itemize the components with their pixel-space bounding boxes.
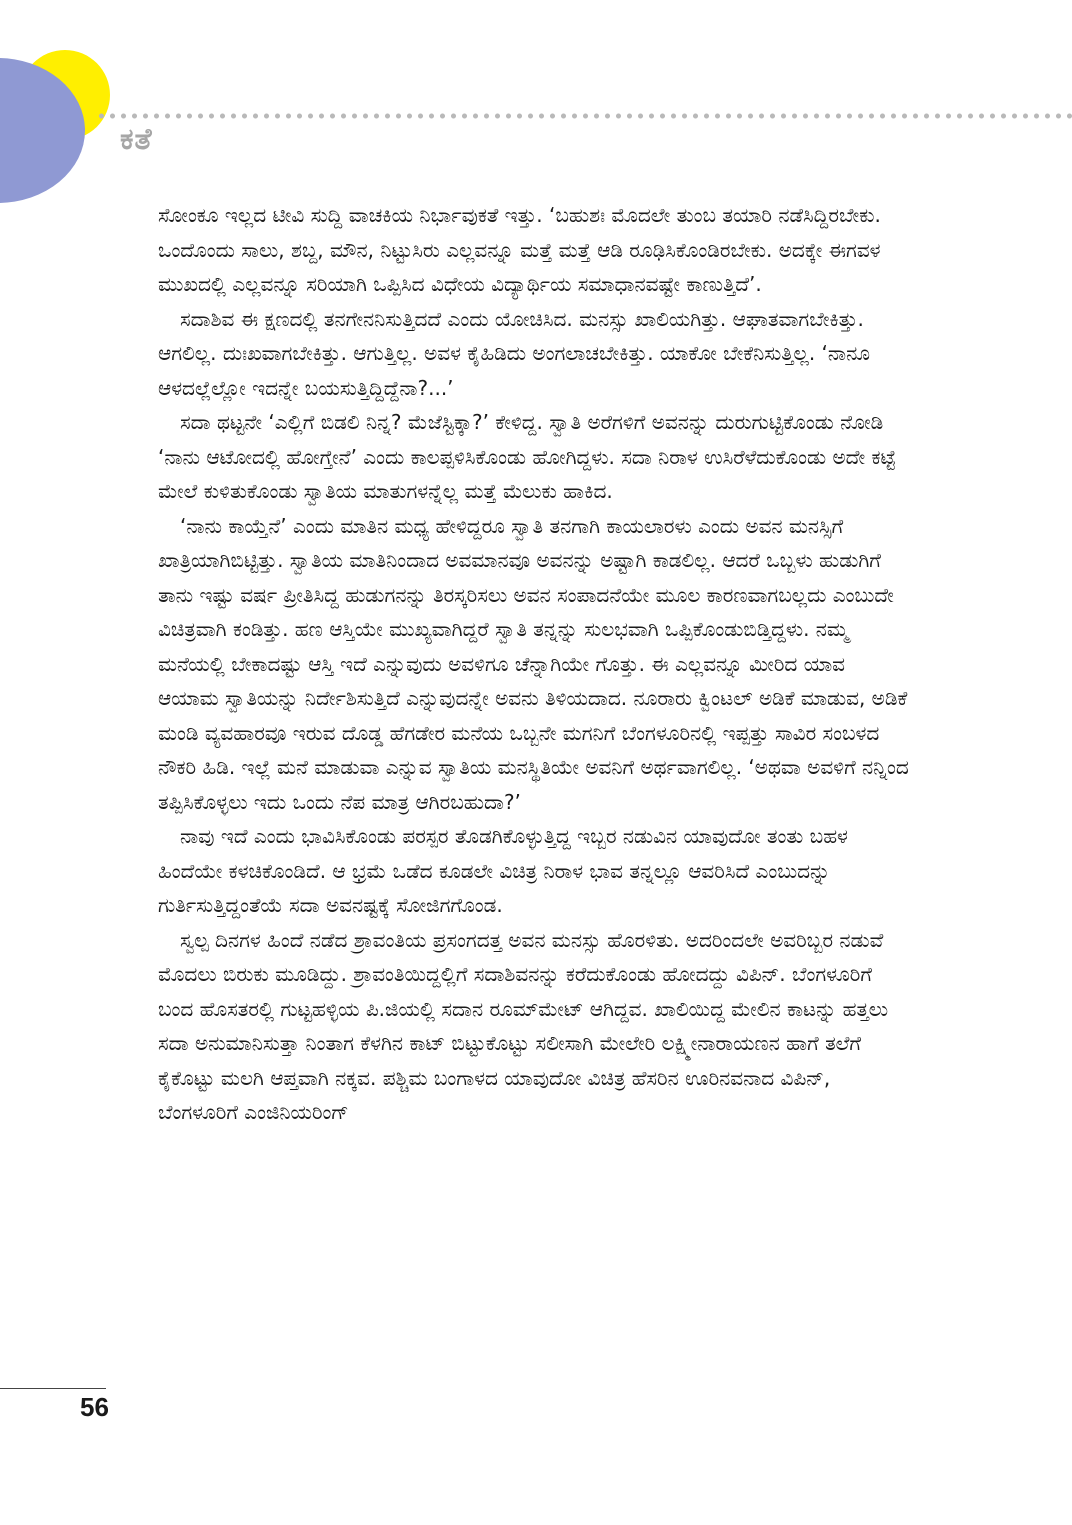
story-paragraph: ಸ್ವಲ್ಪ ದಿನಗಳ ಹಿಂದೆ ನಡೆದ ಶ್ರಾವಂತಿಯ ಪ್ರಸಂಗದತ್ತ ಅವನ ಮನಸ್ಸು ಹೊರಳಿತು. ಅದರಿಂದಲೇ ಅವರಿಬ್ಬರ ನಡುವೆ ಮೊದಲು ಬಿರುಕು ಮೂಡಿದ್ದು. ಶ್ರಾವಂತಿಯಿದ್ದಲ್ಲಿಗೆ ಸದಾಶಿವನನ್ನು ಕರೆದುಕೊಂಡು ಹೋದದ್ದು ವಿಪಿನ್. ಬೆಂಗಳೂರಿಗೆ ಬಂದ ಹೊಸತರಲ್ಲಿ ಗುಟ್ಟಹಳ್ಳಿಯ ಪಿ.ಜಿಯಲ್ಲಿ ಸದಾನ ರೂಮ್‌ಮೇಟ್ ಆಗಿದ್ದವ. ಖಾಲಿಯಿದ್ದ ಮೇಲಿನ ಕಾಟನ್ನು ಹತ್ತಲು ಸದಾ ಅನುಮಾನಿಸುತ್ತಾ ನಿಂತಾಗ ಕೆಳಗಿನ ಕಾಟ್ ಬಿಟ್ಟುಕೊಟ್ಟು ಸಲೀಸಾಗಿ ಮೇಲೇರಿ ಲಕ್ಷ್ಮೀನಾರಾಯಣನ ಹಾಗೆ ತಲೆಗೆ ಕೈಕೊಟ್ಟು ಮಲಗಿ ಆಪ್ತವಾಗಿ ನಕ್ಕವ. ಪಶ್ಚಿಮ ಬಂಗಾಳದ ಯಾವುದೋ ವಿಚಿತ್ರ ಹೆಸರಿನ ಊರಿನವನಾದ ವಿಪಿನ್, ಬೆಂಗಳೂರಿಗೆ ಎಂಜಿನಿಯರಿಂಗ್ xyxy=(158,927,889,1124)
section-label: ಕತೆ xyxy=(120,122,153,157)
story-paragraph: ಸದಾಶಿವ ಈ ಕ್ಷಣದಲ್ಲಿ ತನಗೇನನಿಸುತ್ತಿದದೆ ಎಂದು ಯೋಚಿಸಿದ. ಮನಸ್ಸು ಖಾಲಿಯಗಿತ್ತು. ಆಘಾತವಾಗಬೇಕಿತ್ತು. ಆಗಲಿಲ್ಲ. ದುಃಖವಾಗಬೇಕಿತ್ತು. ಆಗುತ್ತಿಲ್ಲ. ಅವಳ ಕೈಹಿಡಿದು ಅಂಗಲಾಚಬೇಕಿತ್ತು. ಯಾಕೋ ಬೇಕೆನಿಸುತ್ತಿಲ್ಲ. ‘ನಾನೂ ಆಳದಲ್ಲೆಲ್ಲೋ ಇದನ್ನೇ ಬಯಸುತ್ತಿದ್ದಿದ್ದೆನಾ?...’ xyxy=(158,306,870,400)
story-paragraph: ಸದಾ ಥಟ್ಟನೇ ‘ಎಲ್ಲಿಗೆ ಬಿಡಲಿ ನಿನ್ನ? ಮೆಜೆಸ್ಟಿಕ್ಕಾ?’ ಕೇಳಿದ್ದ. ಸ್ವಾತಿ ಅರೆಗಳಿಗೆ ಅವನನ್ನು ದುರುಗುಟ್ಟಿಕೊಂಡು ನೋಡಿ ‘ನಾನು ಆಟೋದಲ್ಲಿ ಹೋಗ್ತೇನೆ’ ಎಂದು ಕಾಲಪ್ಪಳಿಸಿಕೊಂಡು ಹೋಗಿದ್ದಳು. ಸದಾ ನಿರಾಳ ಉಸಿರೆಳೆದುಕೊಂಡು ಅದೇ ಕಟ್ಟೆ ಮೇಲೆ ಕುಳಿತುಕೊಂಡು ಸ್ವಾತಿಯ ಮಾತುಗಳನ್ನೆಲ್ಲ ಮತ್ತೆ ಮೆಲುಕು ಹಾಕಿದ. xyxy=(158,410,896,503)
story-paragraph: ಸೋಂಕೂ ಇಲ್ಲದ ಟೀವಿ ಸುದ್ದಿ ವಾಚಕಿಯ ನಿರ್ಭಾವುಕತೆ ಇತ್ತು. ‘ಬಹುಶಃ ಮೊದಲೇ ತುಂಬ ತಯಾರಿ ನಡೆಸಿದ್ದಿರಬೇಕು. ಒಂದೊಂದು ಸಾಲು, ಶಬ್ದ, ಮೌನ, ನಿಟ್ಟುಸಿರು ಎಲ್ಲವನ್ನೂ ಮತ್ತೆ ಮತ್ತೆ ಆಡಿ ರೂಢಿಸಿಕೊಂಡಿರಬೇಕು. ಅದಕ್ಕೇ ಈಗವಳ ಮುಖದಲ್ಲಿ ಎಲ್ಲವನ್ನೂ ಸರಿಯಾಗಿ ಒಪ್ಪಿಸಿದ ವಿಧೇಯ ವಿದ್ಯಾರ್ಥಿಯ ಸಮಾಧಾನವಷ್ಟೇ ಕಾಣುತ್ತಿದೆ’. xyxy=(158,203,881,296)
footer-rule xyxy=(0,1388,106,1389)
dotted-header-rule xyxy=(96,112,1072,120)
story-paragraph: ‘ನಾನು ಕಾಯ್ತೆನೆ’ ಎಂದು ಮಾತಿನ ಮಧ್ಯ ಹೇಳಿದ್ದರೂ ಸ್ವಾತಿ ತನಗಾಗಿ ಕಾಯಲಾರಳು ಎಂದು ಅವನ ಮನಸ್ಸಿಗೆ ಖಾತ್ರಿಯಾಗಿಬಿಟ್ಟಿತ್ತು. ಸ್ವಾತಿಯ ಮಾತಿನಿಂದಾದ ಅವಮಾನವೂ ಅವನನ್ನು ಅಷ್ಟಾಗಿ ಕಾಡಲಿಲ್ಲ. ಆದರೆ ಒಬ್ಬಳು ಹುಡುಗಿಗೆ ತಾನು ಇಷ್ಟು ವರ್ಷ ಪ್ರೀತಿಸಿದ್ದ ಹುಡುಗನನ್ನು ತಿರಸ್ಕರಿಸಲು ಅವನ ಸಂಪಾದನೆಯೇ ಮೂಲ ಕಾರಣವಾಗಬಲ್ಲದು ಎಂಬುದೇ ವಿಚಿತ್ರವಾಗಿ ಕಂಡಿತ್ತು. ಹಣ ಆಸ್ತಿಯೇ ಮುಖ್ಯವಾಗಿದ್ದರೆ ಸ್ವಾತಿ ತನ್ನನ್ನು ಸುಲಭವಾಗಿ ಒಪ್ಪಿಕೊಂಡುಬಿಡ್ತಿದ್ದಳು. ನಮ್ಮ ಮನೆಯಲ್ಲಿ ಬೇಕಾದಷ್ಟು ಆಸ್ತಿ ಇದೆ ಎನ್ನುವುದು ಅವಳಿಗೂ ಚೆನ್ನಾಗಿಯೇ ಗೊತ್ತು. ಈ ಎಲ್ಲವನ್ನೂ ಮೀರಿದ ಯಾವ ಆಯಾಮ ಸ್ವಾತಿಯನ್ನು ನಿರ್ದೇಶಿಸುತ್ತಿದೆ ಎನ್ನುವುದನ್ನೇ ಅವನು ತಿಳಿಯದಾದ. ನೂರಾರು ಕ್ವಿಂಟಲ್ ಅಡಿಕೆ ಮಾಡುವ, ಅಡಿಕೆ ಮಂಡಿ ವ್ಯವಹಾರವೂ ಇರುವ ದೊಡ್ಡ ಹೆಗಡೇರ ಮನೆಯ ಒಬ್ಬನೇ ಮಗನಿಗೆ ಬೆಂಗಳೂರಿನಲ್ಲಿ ಇಪ್ಪತ್ತು ಸಾವಿರ ಸಂಬಳದ ನೌಕರಿ ಹಿಡಿ. ಇಲ್ಲೆ ಮನೆ ಮಾಡುವಾ ಎನ್ನುವ ಸ್ವಾತಿಯ ಮನಸ್ಥಿತಿಯೇ ಅವನಿಗೆ ಅರ್ಥವಾಗಲಿಲ್ಲ. ‘ಅಥವಾ ಅವಳಿಗೆ ನನ್ನಿಂದ ತಪ್ಪಿಸಿಕೊಳ್ಳಲು ಇದು ಒಂದು ನೆಪ ಮಾತ್ರ ಆಗಿರಬಹುದಾ?’ xyxy=(158,513,909,814)
page-number: 56 xyxy=(80,1392,109,1422)
story-body xyxy=(158,198,910,1130)
story-paragraph: ನಾವು ಇದೆ ಎಂದು ಭಾವಿಸಿಕೊಂಡು ಪರಸ್ಪರ ತೊಡಗಿಕೊಳ್ಳುತ್ತಿದ್ದ ಇಬ್ಬರ ನಡುವಿನ ಯಾವುದೋ ತಂತು ಬಹಳ ಹಿಂದೆಯೇ ಕಳಚಿಕೊಂಡಿದೆ. ಆ ಭ್ರಮೆ ಒಡೆದ ಕೂಡಲೇ ವಿಚಿತ್ರ ನಿರಾಳ ಭಾವ ತನ್ನಲ್ಲೂ ಆವರಿಸಿದೆ ಎಂಬುದನ್ನು ಗುರ್ತಿಸುತ್ತಿದ್ದಂತೆಯೆ ಸದಾ ಅವನಷ್ಟಕ್ಕೆ ಸೋಜಿಗಗೊಂಡ. xyxy=(158,824,848,917)
